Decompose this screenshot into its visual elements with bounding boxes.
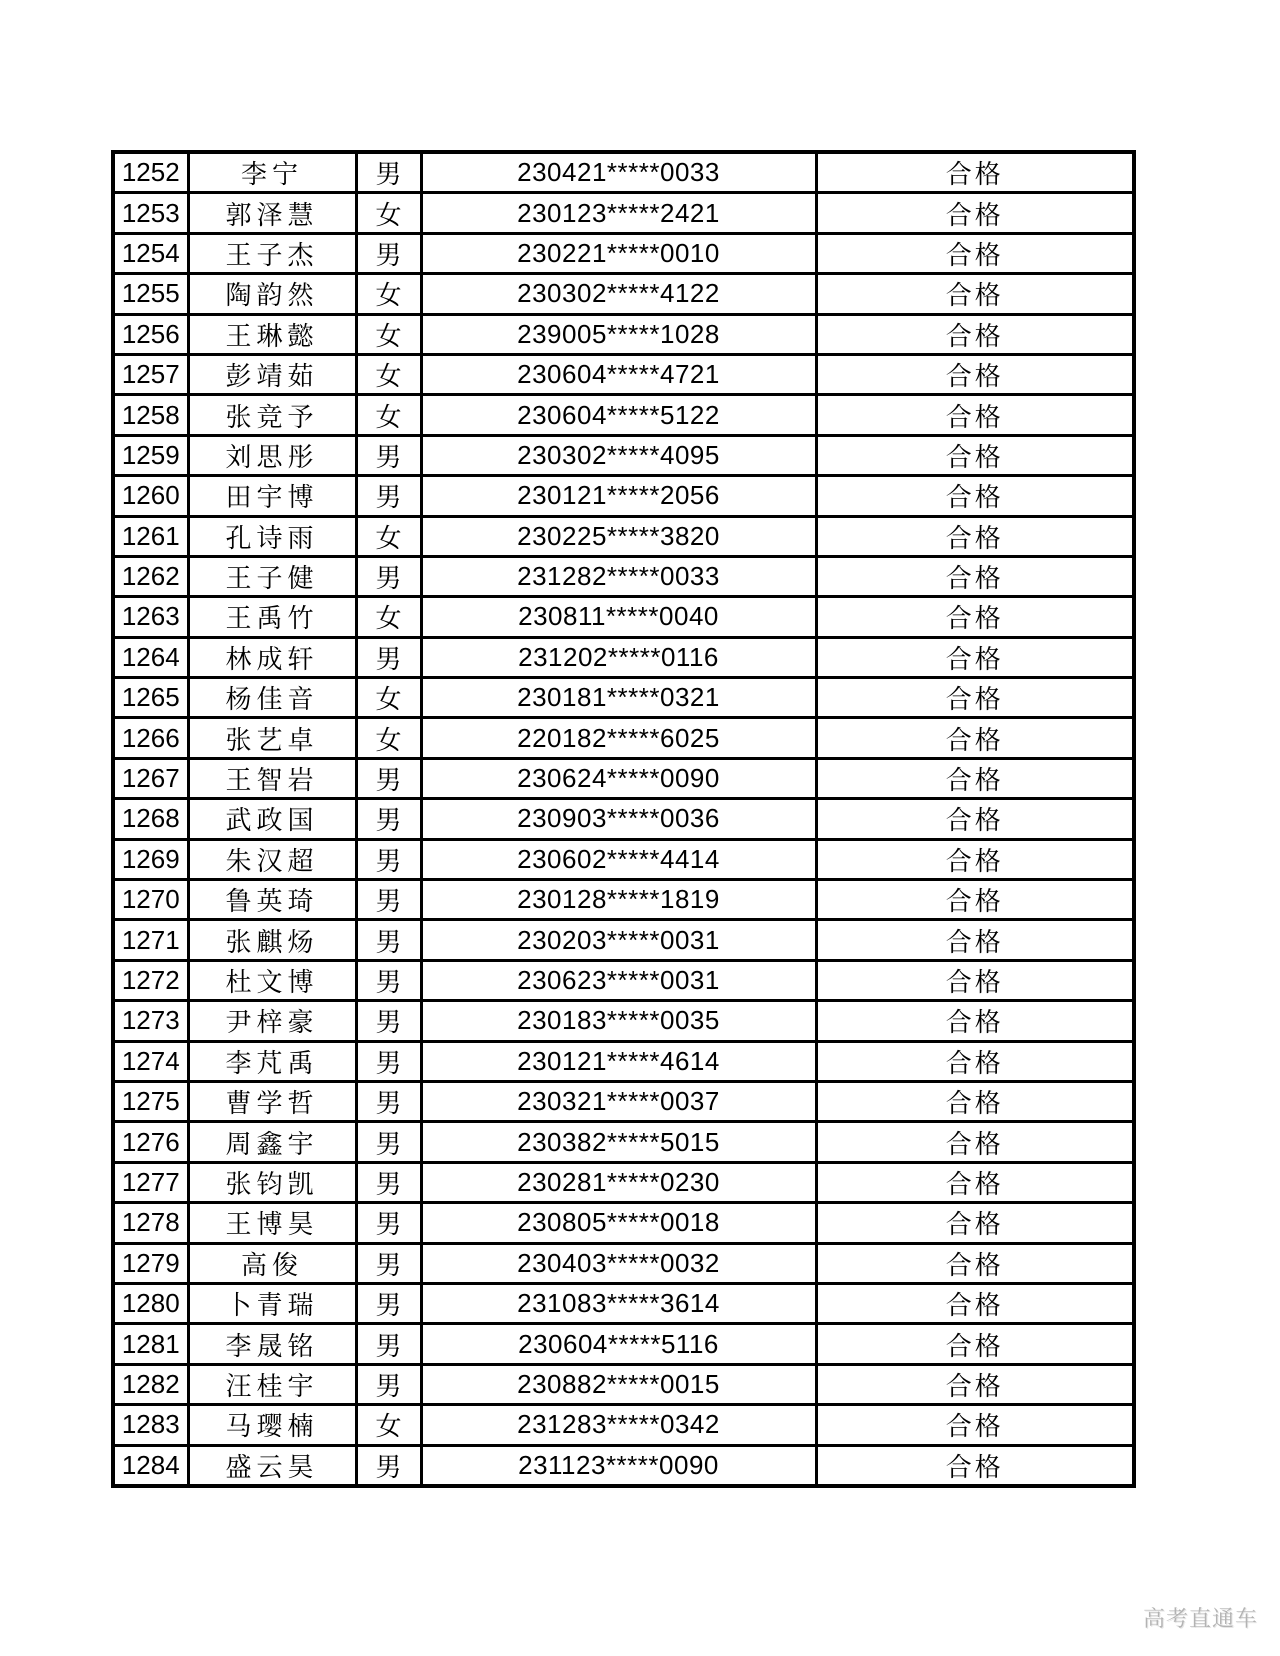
name-cell: 陶韵然	[188, 274, 356, 314]
index-cell: 1262	[113, 556, 188, 596]
id-number-cell: 230421*****0033	[421, 152, 816, 193]
name-cell: 田宇博	[188, 476, 356, 516]
table-row	[113, 678, 1134, 718]
results-table-body	[113, 152, 1134, 1486]
watermark: 高考直通车	[1142, 1606, 1258, 1631]
status-cell: 合格	[816, 233, 1134, 273]
name-cell: 孔诗雨	[188, 516, 356, 556]
gender-cell: 男	[356, 880, 421, 920]
results-table	[111, 150, 1136, 1488]
gender-cell: 女	[356, 1405, 421, 1445]
gender-cell: 男	[356, 1081, 421, 1121]
table-row	[113, 960, 1134, 1000]
index-cell: 1270	[113, 880, 188, 920]
gender-cell: 男	[356, 152, 421, 193]
status-cell: 合格	[816, 395, 1134, 435]
id-number-cell: 230811*****0040	[421, 597, 816, 637]
name-cell: 马璎楠	[188, 1405, 356, 1445]
gender-cell: 男	[356, 920, 421, 960]
id-number-cell: 230183*****0035	[421, 1001, 816, 1041]
gender-cell: 男	[356, 1041, 421, 1081]
index-cell: 1279	[113, 1243, 188, 1283]
table-row	[113, 799, 1134, 839]
status-cell: 合格	[816, 476, 1134, 516]
table-row	[113, 1001, 1134, 1041]
id-number-cell: 230604*****5122	[421, 395, 816, 435]
status-cell: 合格	[816, 1203, 1134, 1243]
table-row	[113, 1243, 1134, 1283]
name-cell: 刘思彤	[188, 435, 356, 475]
status-cell: 合格	[816, 880, 1134, 920]
status-cell: 合格	[816, 718, 1134, 758]
index-cell: 1252	[113, 152, 188, 193]
id-number-cell: 230321*****0037	[421, 1081, 816, 1121]
id-number-cell: 220182*****6025	[421, 718, 816, 758]
id-number-cell: 230121*****4614	[421, 1041, 816, 1081]
gender-cell: 男	[356, 1162, 421, 1202]
table-row	[113, 193, 1134, 233]
table-row	[113, 597, 1134, 637]
name-cell: 张钧凯	[188, 1162, 356, 1202]
index-cell: 1261	[113, 516, 188, 556]
table-row	[113, 152, 1134, 193]
index-cell: 1264	[113, 637, 188, 677]
index-cell: 1255	[113, 274, 188, 314]
gender-cell: 男	[356, 233, 421, 273]
status-cell: 合格	[816, 799, 1134, 839]
index-cell: 1258	[113, 395, 188, 435]
name-cell: 杨佳音	[188, 678, 356, 718]
gender-cell: 男	[356, 1445, 421, 1486]
gender-cell: 女	[356, 193, 421, 233]
status-cell: 合格	[816, 516, 1134, 556]
name-cell: 汪桂宇	[188, 1364, 356, 1404]
name-cell: 朱汉超	[188, 839, 356, 879]
id-number-cell: 231123*****0090	[421, 1445, 816, 1486]
id-number-cell: 230624*****0090	[421, 758, 816, 798]
id-number-cell: 239005*****1028	[421, 314, 816, 354]
index-cell: 1281	[113, 1324, 188, 1364]
status-cell: 合格	[816, 193, 1134, 233]
table-row	[113, 233, 1134, 273]
gender-cell: 男	[356, 960, 421, 1000]
status-cell: 合格	[816, 314, 1134, 354]
status-cell: 合格	[816, 1283, 1134, 1323]
index-cell: 1253	[113, 193, 188, 233]
index-cell: 1263	[113, 597, 188, 637]
status-cell: 合格	[816, 556, 1134, 596]
gender-cell: 女	[356, 354, 421, 394]
name-cell: 盛云昊	[188, 1445, 356, 1486]
gender-cell: 男	[356, 1001, 421, 1041]
index-cell: 1260	[113, 476, 188, 516]
index-cell: 1277	[113, 1162, 188, 1202]
status-cell: 合格	[816, 1364, 1134, 1404]
id-number-cell: 230203*****0031	[421, 920, 816, 960]
name-cell: 鲁英琦	[188, 880, 356, 920]
table-row	[113, 839, 1134, 879]
index-cell: 1268	[113, 799, 188, 839]
id-number-cell: 230181*****0321	[421, 678, 816, 718]
table-row	[113, 1405, 1134, 1445]
gender-cell: 女	[356, 314, 421, 354]
status-cell: 合格	[816, 1041, 1134, 1081]
table-row	[113, 516, 1134, 556]
name-cell: 李晟铭	[188, 1324, 356, 1364]
table-row	[113, 1081, 1134, 1121]
status-cell: 合格	[816, 678, 1134, 718]
name-cell: 张竞予	[188, 395, 356, 435]
table-row	[113, 718, 1134, 758]
status-cell: 合格	[816, 960, 1134, 1000]
id-number-cell: 230221*****0010	[421, 233, 816, 273]
status-cell: 合格	[816, 839, 1134, 879]
gender-cell: 女	[356, 597, 421, 637]
id-number-cell: 230123*****2421	[421, 193, 816, 233]
status-cell: 合格	[816, 274, 1134, 314]
gender-cell: 男	[356, 435, 421, 475]
name-cell: 王子健	[188, 556, 356, 596]
index-cell: 1276	[113, 1122, 188, 1162]
index-cell: 1271	[113, 920, 188, 960]
index-cell: 1257	[113, 354, 188, 394]
table-row	[113, 637, 1134, 677]
name-cell: 曹学哲	[188, 1081, 356, 1121]
index-cell: 1274	[113, 1041, 188, 1081]
gender-cell: 男	[356, 758, 421, 798]
id-number-cell: 230805*****0018	[421, 1203, 816, 1243]
name-cell: 彭靖茹	[188, 354, 356, 394]
index-cell: 1254	[113, 233, 188, 273]
gender-cell: 女	[356, 516, 421, 556]
status-cell: 合格	[816, 435, 1134, 475]
gender-cell: 男	[356, 1324, 421, 1364]
table-row	[113, 556, 1134, 596]
table-row	[113, 920, 1134, 960]
gender-cell: 男	[356, 1283, 421, 1323]
gender-cell: 男	[356, 637, 421, 677]
id-number-cell: 230602*****4414	[421, 839, 816, 879]
table-row	[113, 274, 1134, 314]
table-row	[113, 1283, 1134, 1323]
table-row	[113, 758, 1134, 798]
name-cell: 林成轩	[188, 637, 356, 677]
name-cell: 武政国	[188, 799, 356, 839]
table-row	[113, 1162, 1134, 1202]
id-number-cell: 231083*****3614	[421, 1283, 816, 1323]
gender-cell: 男	[356, 1364, 421, 1404]
name-cell: 杜文博	[188, 960, 356, 1000]
index-cell: 1275	[113, 1081, 188, 1121]
name-cell: 王琳懿	[188, 314, 356, 354]
name-cell: 周鑫宇	[188, 1122, 356, 1162]
id-number-cell: 230604*****5116	[421, 1324, 816, 1364]
index-cell: 1267	[113, 758, 188, 798]
gender-cell: 女	[356, 718, 421, 758]
status-cell: 合格	[816, 637, 1134, 677]
table-row	[113, 1203, 1134, 1243]
name-cell: 张麒炀	[188, 920, 356, 960]
id-number-cell: 230882*****0015	[421, 1364, 816, 1404]
name-cell: 王博昊	[188, 1203, 356, 1243]
index-cell: 1265	[113, 678, 188, 718]
table-row	[113, 314, 1134, 354]
table-row	[113, 1041, 1134, 1081]
name-cell: 王智岩	[188, 758, 356, 798]
id-number-cell: 231282*****0033	[421, 556, 816, 596]
id-number-cell: 231283*****0342	[421, 1405, 816, 1445]
table-row	[113, 354, 1134, 394]
index-cell: 1282	[113, 1364, 188, 1404]
id-number-cell: 230382*****5015	[421, 1122, 816, 1162]
status-cell: 合格	[816, 1445, 1134, 1486]
table-row	[113, 435, 1134, 475]
index-cell: 1273	[113, 1001, 188, 1041]
name-cell: 李宁	[188, 152, 356, 193]
index-cell: 1269	[113, 839, 188, 879]
status-cell: 合格	[816, 597, 1134, 637]
id-number-cell: 230623*****0031	[421, 960, 816, 1000]
name-cell: 尹梓豪	[188, 1001, 356, 1041]
id-number-cell: 230225*****3820	[421, 516, 816, 556]
status-cell: 合格	[816, 152, 1134, 193]
index-cell: 1284	[113, 1445, 188, 1486]
status-cell: 合格	[816, 1324, 1134, 1364]
index-cell: 1259	[113, 435, 188, 475]
index-cell: 1266	[113, 718, 188, 758]
gender-cell: 男	[356, 1122, 421, 1162]
id-number-cell: 231202*****0116	[421, 637, 816, 677]
table-row	[113, 1364, 1134, 1404]
status-cell: 合格	[816, 920, 1134, 960]
id-number-cell: 230281*****0230	[421, 1162, 816, 1202]
gender-cell: 男	[356, 1243, 421, 1283]
id-number-cell: 230121*****2056	[421, 476, 816, 516]
gender-cell: 男	[356, 476, 421, 516]
gender-cell: 男	[356, 799, 421, 839]
gender-cell: 男	[356, 556, 421, 596]
index-cell: 1272	[113, 960, 188, 1000]
name-cell: 郭泽慧	[188, 193, 356, 233]
gender-cell: 男	[356, 1203, 421, 1243]
gender-cell: 男	[356, 839, 421, 879]
id-number-cell: 230604*****4721	[421, 354, 816, 394]
gender-cell: 女	[356, 678, 421, 718]
name-cell: 王子杰	[188, 233, 356, 273]
id-number-cell: 230302*****4095	[421, 435, 816, 475]
status-cell: 合格	[816, 758, 1134, 798]
id-number-cell: 230128*****1819	[421, 880, 816, 920]
table-row	[113, 1445, 1134, 1486]
index-cell: 1256	[113, 314, 188, 354]
table-row	[113, 395, 1134, 435]
index-cell: 1283	[113, 1405, 188, 1445]
table-row	[113, 880, 1134, 920]
index-cell: 1280	[113, 1283, 188, 1323]
status-cell: 合格	[816, 354, 1134, 394]
name-cell: 王禹竹	[188, 597, 356, 637]
table-row	[113, 1324, 1134, 1364]
status-cell: 合格	[816, 1405, 1134, 1445]
status-cell: 合格	[816, 1243, 1134, 1283]
status-cell: 合格	[816, 1162, 1134, 1202]
name-cell: 卜青瑞	[188, 1283, 356, 1323]
name-cell: 李芃禹	[188, 1041, 356, 1081]
table-row	[113, 476, 1134, 516]
name-cell: 高俊	[188, 1243, 356, 1283]
status-cell: 合格	[816, 1122, 1134, 1162]
gender-cell: 女	[356, 395, 421, 435]
gender-cell: 女	[356, 274, 421, 314]
name-cell: 张艺卓	[188, 718, 356, 758]
index-cell: 1278	[113, 1203, 188, 1243]
status-cell: 合格	[816, 1001, 1134, 1041]
id-number-cell: 230903*****0036	[421, 799, 816, 839]
status-cell: 合格	[816, 1081, 1134, 1121]
table-row	[113, 1122, 1134, 1162]
id-number-cell: 230403*****0032	[421, 1243, 816, 1283]
id-number-cell: 230302*****4122	[421, 274, 816, 314]
